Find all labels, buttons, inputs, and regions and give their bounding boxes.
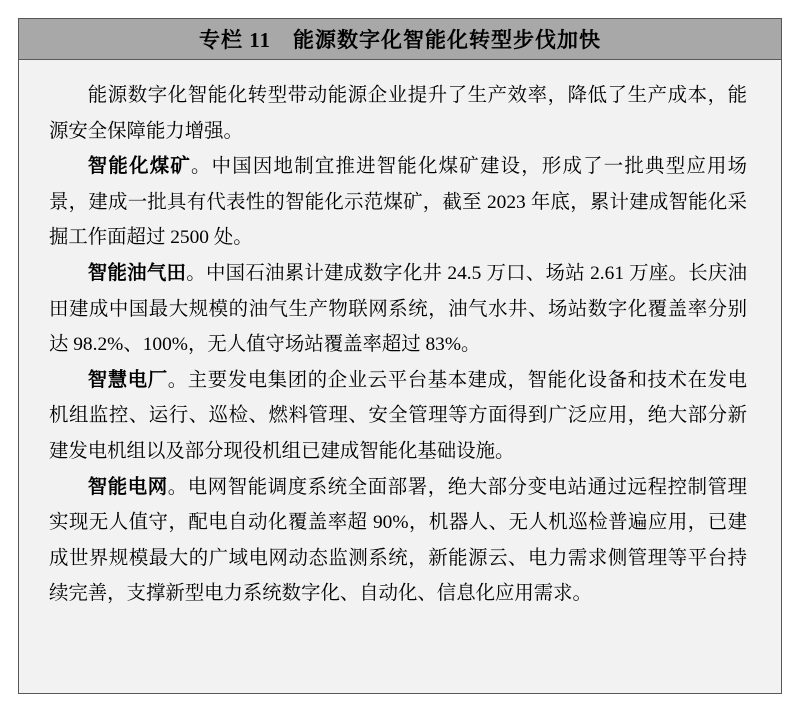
callout-box-body	[19, 60, 781, 693]
paragraph-text: 。主要发电集团的企业云平台基本建成，智能化设备和技术在发电机组监控、运行、巡检、燃料管理、安全管理等方面得到广泛应用，绝大部分新建发电机组以及部分现役机组已建成智能化基础设施。	[49, 369, 748, 462]
paragraph-lead: 智慧电厂	[87, 369, 168, 391]
callout-box-title	[19, 19, 781, 60]
paragraph-text: 能源数字化智能化转型带动能源企业提升了生产效率，降低了生产成本，能源安全保障能力增强。	[49, 85, 747, 142]
paragraph-text: 。电网智能调度系统全面部署，绝大部分变电站通过远程控制管理实现无人值守，配电自动化覆盖率超 90%，机器人、无人机巡检普遍应用，已建成世界规模最大的广域电网动态监测系统，新能源云、电力需求侧管理等平台持续完善，支撑新型电力系统数字化、自动化、信息化应用需求。	[49, 476, 748, 605]
paragraph-lead: 智能化煤矿	[87, 156, 191, 178]
paragraph	[49, 78, 747, 149]
paragraph-text: 。中国因地制宜推进智能化煤矿建设，形成了一批典型应用场景，建成一批具有代表性的智能化示范煤矿，截至 2023 年底，累计建成智能化采掘工作面超过 2500 处。	[49, 156, 748, 249]
paragraph-lead: 智能油气田	[87, 262, 187, 284]
paragraph-text: 。中国石油累计建成数字化井 24.5 万口、场站 2.61 万座。长庆油田建成中国最大规模的油气生产物联网系统，油气水井、场站数字化覆盖率分别达 98.2%、100%，无人值守场站覆盖率超过 83%。	[49, 262, 748, 356]
callout-box-title-text: 专栏 11 能源数字化智能化转型步伐加快	[198, 28, 602, 52]
paragraph	[49, 149, 747, 256]
paragraph-lead: 智能电网	[87, 476, 168, 498]
paragraph	[49, 470, 747, 612]
paragraph	[49, 256, 747, 363]
paragraph	[49, 363, 747, 470]
callout-box	[18, 18, 782, 694]
